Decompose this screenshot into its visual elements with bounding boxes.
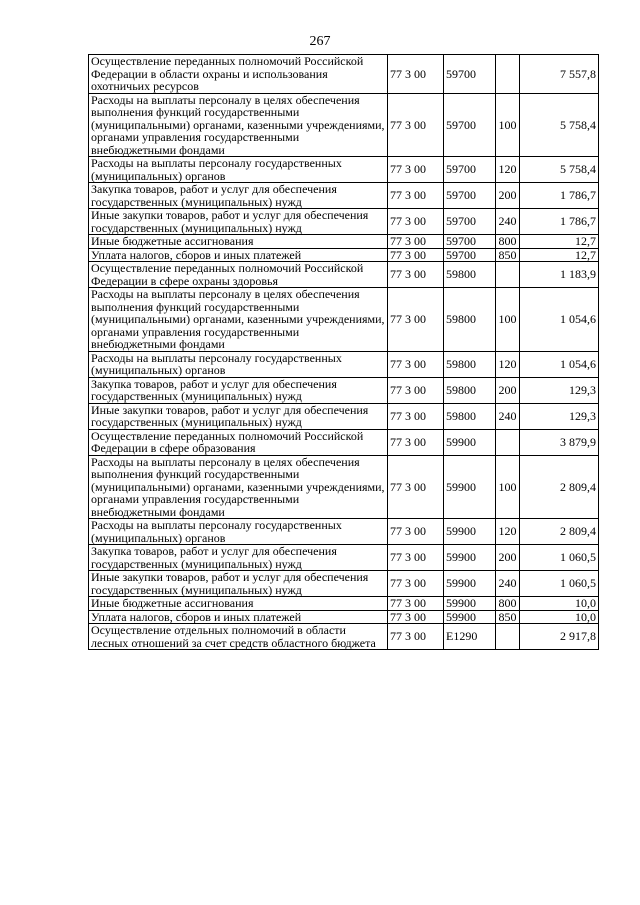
table-row <box>89 288 599 352</box>
row-direction-code: 59800 <box>444 403 496 429</box>
row-name: Закупка товаров, работ и услуг для обеспечения государственных (муниципальных) нужд <box>89 377 388 403</box>
row-direction-code: 59900 <box>444 610 496 624</box>
row-name: Уплата налогов, сборов и иных платежей <box>89 248 388 262</box>
row-direction-code: 59700 <box>444 55 496 94</box>
row-program-code: 77 3 00 <box>388 610 444 624</box>
table-row <box>89 519 599 545</box>
row-amount: 1 054,6 <box>520 288 599 352</box>
row-amount: 1 786,7 <box>520 183 599 209</box>
table-row <box>89 545 599 571</box>
row-expense-type <box>496 624 520 650</box>
row-amount: 1 060,5 <box>520 545 599 571</box>
row-name: Иные бюджетные ассигнования <box>89 597 388 611</box>
row-amount: 1 183,9 <box>520 262 599 288</box>
row-expense-type: 200 <box>496 545 520 571</box>
row-expense-type: 800 <box>496 235 520 249</box>
row-expense-type: 100 <box>496 455 520 519</box>
row-name: Осуществление переданных полномочий Российской Федерации в сфере образования <box>89 429 388 455</box>
table-row <box>89 351 599 377</box>
table-row <box>89 183 599 209</box>
table-row <box>89 93 599 157</box>
row-program-code: 77 3 00 <box>388 351 444 377</box>
row-expense-type: 850 <box>496 248 520 262</box>
row-name: Расходы на выплаты персоналу государственных (муниципальных) органов <box>89 351 388 377</box>
row-program-code: 77 3 00 <box>388 235 444 249</box>
row-amount: 1 786,7 <box>520 209 599 235</box>
row-amount: 2 809,4 <box>520 455 599 519</box>
table-row <box>89 455 599 519</box>
row-program-code: 77 3 00 <box>388 571 444 597</box>
row-expense-type: 200 <box>496 183 520 209</box>
row-expense-type: 120 <box>496 157 520 183</box>
row-program-code: 77 3 00 <box>388 455 444 519</box>
row-name: Расходы на выплаты персоналу государственных (муниципальных) органов <box>89 157 388 183</box>
row-direction-code: 59800 <box>444 262 496 288</box>
row-amount: 12,7 <box>520 248 599 262</box>
row-amount: 129,3 <box>520 377 599 403</box>
row-expense-type <box>496 429 520 455</box>
row-amount: 5 758,4 <box>520 93 599 157</box>
row-name: Расходы на выплаты персоналу в целях обеспечения выполнения функций государственными (муниципальными) органами, казенными учреждениями, органами управления государственными внебюджетными фондами <box>89 455 388 519</box>
row-name: Иные закупки товаров, работ и услуг для обеспечения государственных (муниципальных) нужд <box>89 571 388 597</box>
row-program-code: 77 3 00 <box>388 209 444 235</box>
row-amount: 10,0 <box>520 610 599 624</box>
row-name: Осуществление отдельных полномочий в области лесных отношений за счет средств областного бюджета <box>89 624 388 650</box>
row-expense-type: 240 <box>496 403 520 429</box>
row-direction-code: 59700 <box>444 235 496 249</box>
row-program-code: 77 3 00 <box>388 624 444 650</box>
row-direction-code: Е1290 <box>444 624 496 650</box>
row-program-code: 77 3 00 <box>388 597 444 611</box>
row-amount: 129,3 <box>520 403 599 429</box>
row-program-code: 77 3 00 <box>388 545 444 571</box>
table-row <box>89 248 599 262</box>
row-name: Расходы на выплаты персоналу государственных (муниципальных) органов <box>89 519 388 545</box>
row-program-code: 77 3 00 <box>388 403 444 429</box>
row-program-code: 77 3 00 <box>388 55 444 94</box>
row-expense-type: 120 <box>496 351 520 377</box>
row-program-code: 77 3 00 <box>388 262 444 288</box>
row-program-code: 77 3 00 <box>388 93 444 157</box>
row-direction-code: 59900 <box>444 597 496 611</box>
table-row <box>89 624 599 650</box>
table-row <box>89 571 599 597</box>
table-row <box>89 157 599 183</box>
row-direction-code: 59700 <box>444 248 496 262</box>
budget-table <box>88 54 599 650</box>
row-amount: 7 557,8 <box>520 55 599 94</box>
row-name: Расходы на выплаты персоналу в целях обеспечения выполнения функций государственными (муниципальными) органами, казенными учреждениями, органами управления государственными внебюджетными фондами <box>89 288 388 352</box>
table-row <box>89 235 599 249</box>
row-program-code: 77 3 00 <box>388 248 444 262</box>
row-direction-code: 59800 <box>444 351 496 377</box>
row-name: Иные бюджетные ассигнования <box>89 235 388 249</box>
row-name: Иные закупки товаров, работ и услуг для обеспечения государственных (муниципальных) нужд <box>89 209 388 235</box>
budget-table-body <box>89 55 599 650</box>
row-program-code: 77 3 00 <box>388 288 444 352</box>
row-name: Осуществление переданных полномочий Российской Федерации в сфере охраны здоровья <box>89 262 388 288</box>
row-direction-code: 59700 <box>444 93 496 157</box>
row-amount: 1 060,5 <box>520 571 599 597</box>
row-direction-code: 59800 <box>444 377 496 403</box>
table-row <box>89 429 599 455</box>
row-expense-type: 100 <box>496 93 520 157</box>
table-row <box>89 610 599 624</box>
row-name: Закупка товаров, работ и услуг для обеспечения государственных (муниципальных) нужд <box>89 183 388 209</box>
row-direction-code: 59700 <box>444 183 496 209</box>
table-row <box>89 209 599 235</box>
row-amount: 2 809,4 <box>520 519 599 545</box>
row-expense-type: 200 <box>496 377 520 403</box>
row-amount: 1 054,6 <box>520 351 599 377</box>
row-program-code: 77 3 00 <box>388 519 444 545</box>
row-expense-type <box>496 55 520 94</box>
row-program-code: 77 3 00 <box>388 183 444 209</box>
table-row <box>89 403 599 429</box>
row-direction-code: 59900 <box>444 429 496 455</box>
row-name: Иные закупки товаров, работ и услуг для обеспечения государственных (муниципальных) нужд <box>89 403 388 429</box>
table-row <box>89 377 599 403</box>
row-expense-type: 240 <box>496 209 520 235</box>
row-direction-code: 59900 <box>444 571 496 597</box>
row-program-code: 77 3 00 <box>388 157 444 183</box>
row-direction-code: 59800 <box>444 288 496 352</box>
row-expense-type: 100 <box>496 288 520 352</box>
row-expense-type: 850 <box>496 610 520 624</box>
row-direction-code: 59700 <box>444 209 496 235</box>
row-name: Закупка товаров, работ и услуг для обеспечения государственных (муниципальных) нужд <box>89 545 388 571</box>
row-expense-type: 800 <box>496 597 520 611</box>
row-direction-code: 59900 <box>444 455 496 519</box>
row-amount: 3 879,9 <box>520 429 599 455</box>
row-program-code: 77 3 00 <box>388 429 444 455</box>
row-amount: 5 758,4 <box>520 157 599 183</box>
page-number: 267 <box>309 34 331 49</box>
row-direction-code: 59700 <box>444 157 496 183</box>
row-expense-type: 240 <box>496 571 520 597</box>
row-direction-code: 59900 <box>444 545 496 571</box>
table-row <box>89 262 599 288</box>
table-row <box>89 597 599 611</box>
row-direction-code: 59900 <box>444 519 496 545</box>
row-amount: 12,7 <box>520 235 599 249</box>
row-name: Уплата налогов, сборов и иных платежей <box>89 610 388 624</box>
row-expense-type <box>496 262 520 288</box>
row-amount: 10,0 <box>520 597 599 611</box>
row-expense-type: 120 <box>496 519 520 545</box>
row-program-code: 77 3 00 <box>388 377 444 403</box>
row-name: Расходы на выплаты персоналу в целях обеспечения выполнения функций государственными (муниципальными) органами, казенными учреждениями, органами управления государственными внебюджетными фондами <box>89 93 388 157</box>
row-name: Осуществление переданных полномочий Российской Федерации в области охраны и использования охотничьих ресурсов <box>89 55 388 94</box>
table-row <box>89 55 599 94</box>
row-amount: 2 917,8 <box>520 624 599 650</box>
